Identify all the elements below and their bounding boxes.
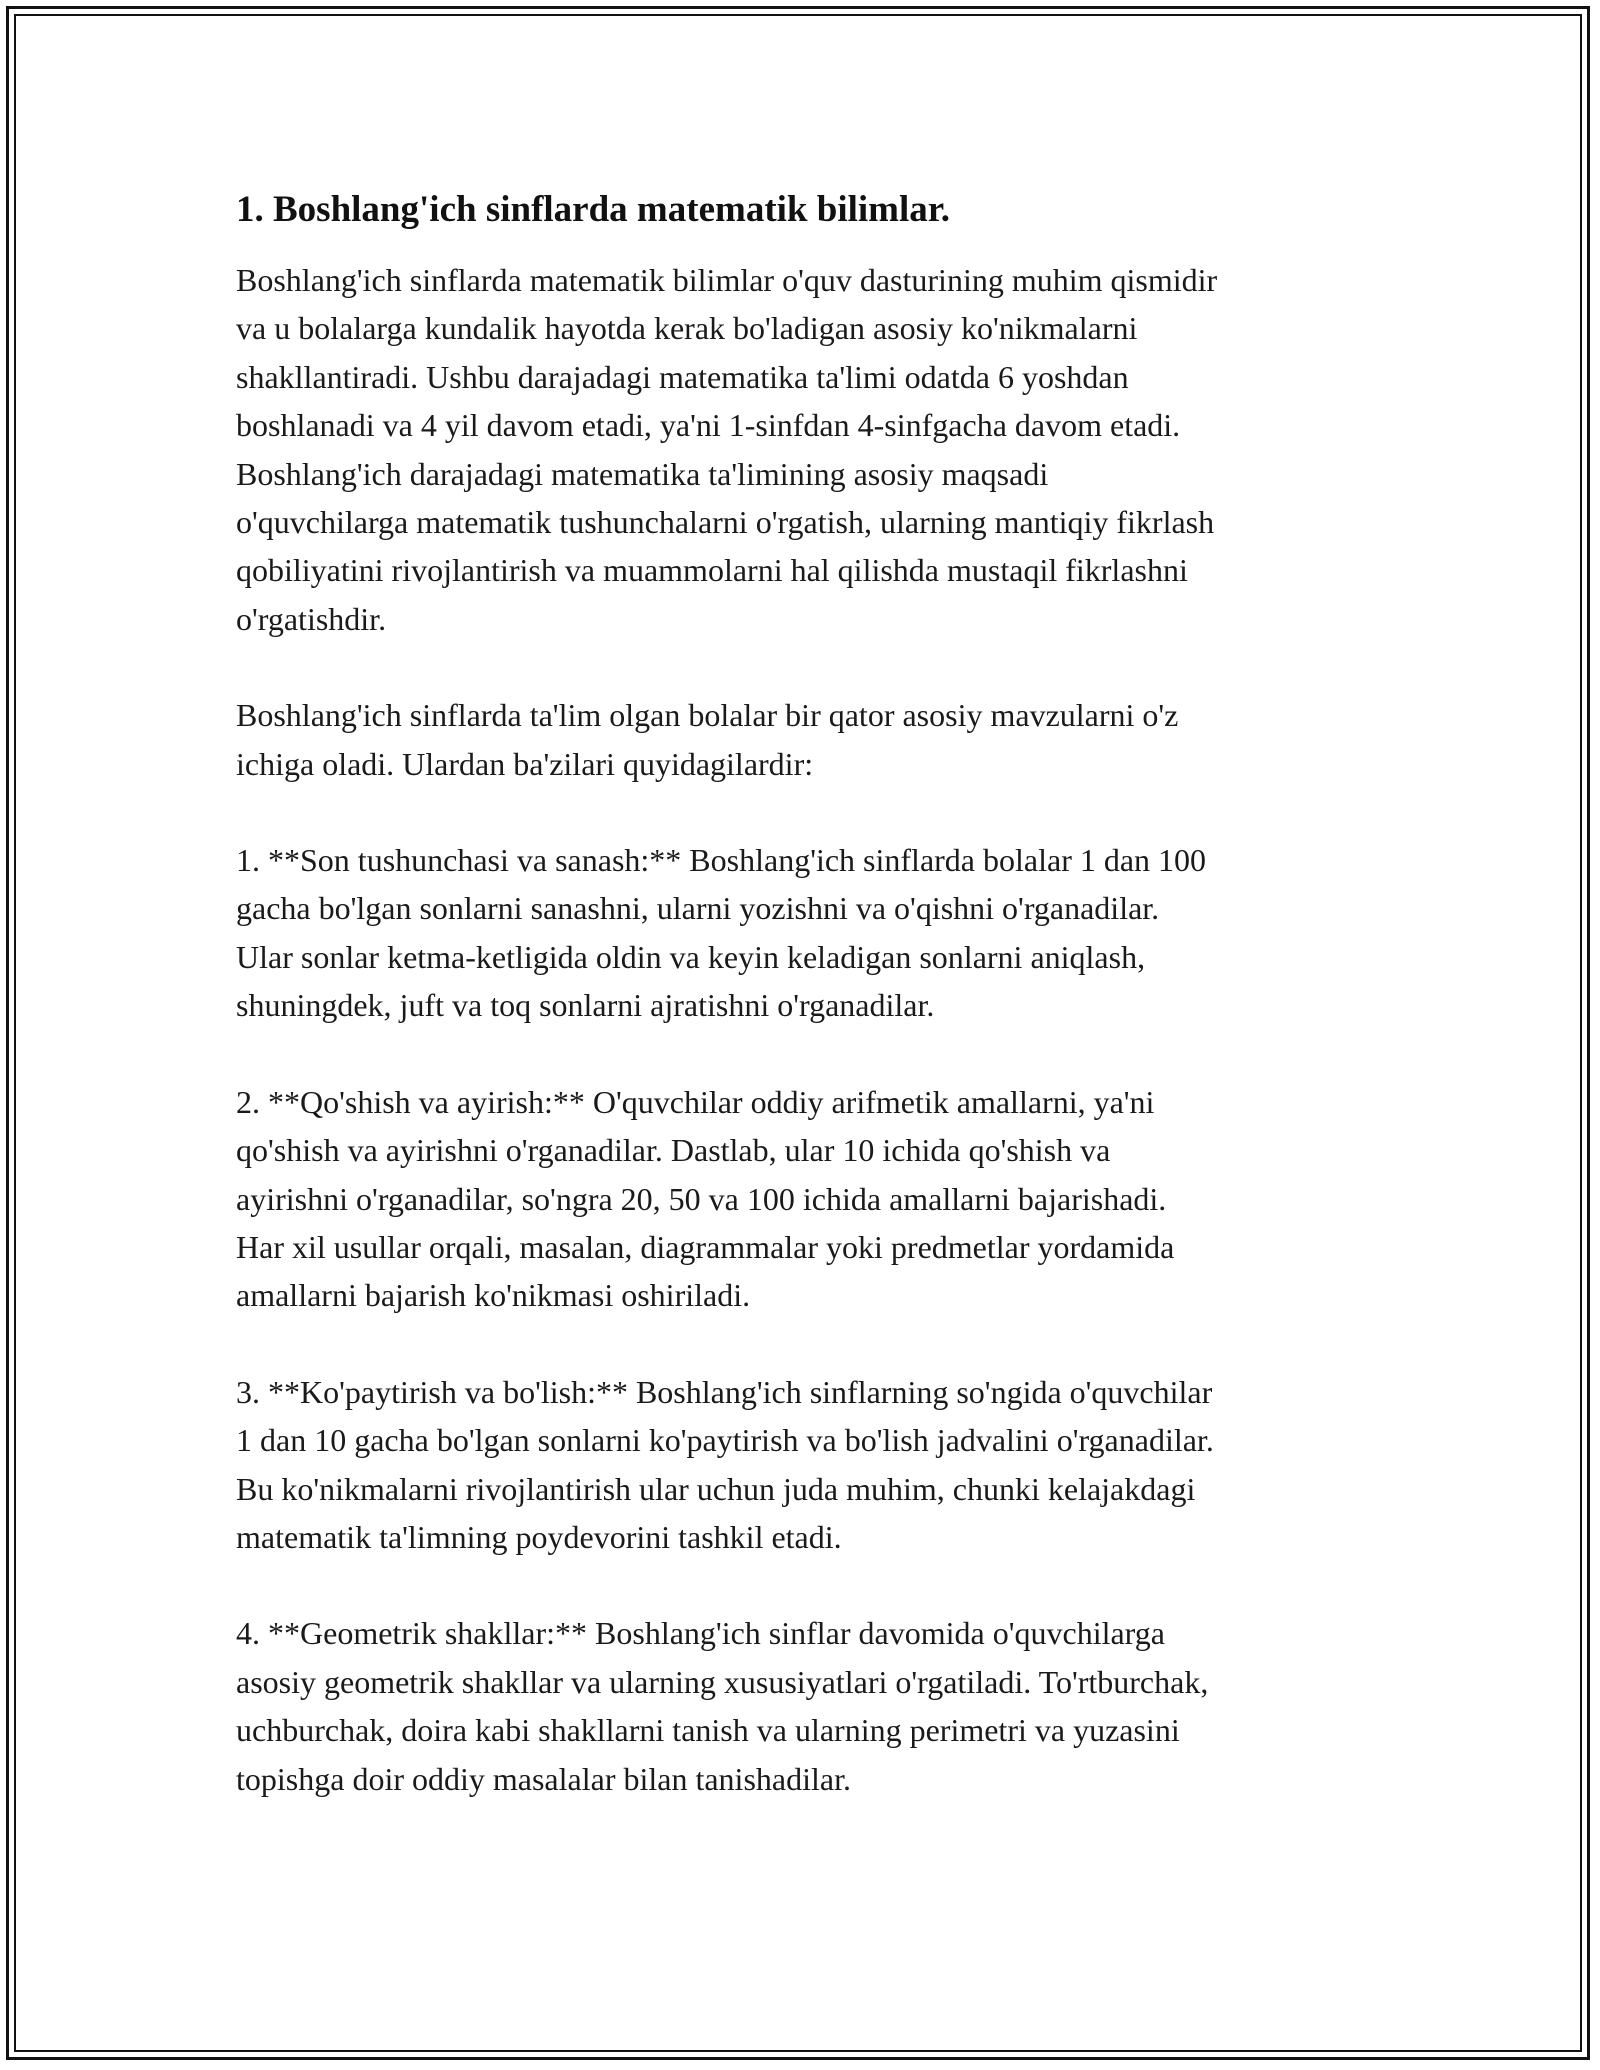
paragraph-item-4: 4. **Geometrik shakllar:** Boshlang'ich sinflar davomida o'quvchilarga asosiy geometrik shakllar va ularning xususiyatlari o'rgatiladi. To'rtburchak, uchburchak, doira kabi shakllarni tanish va ularning perimetri va yuzasini topishga doir oddiy masalalar bilan tanishadilar. — [236, 1615, 1209, 1797]
document-body — [236, 186, 1376, 1803]
paragraph-topics-intro: Boshlang'ich sinflarda ta'lim olgan bolalar bir qator asosiy mavzularni o'z ichiga oladi. Ulardan ba'zilari quyidagilardir: — [236, 697, 1179, 782]
paragraph-intro: Boshlang'ich sinflarda matematik bilimlar o'quv dasturining muhim qismidir va u bolalarga kundalik hayotda kerak bo'ladigan asosiy ko'nikmalarni shakllantiradi. Ushbu darajadagi matematika ta'limi odatda 6 yoshdan boshlanadi va 4 yil davom etadi, ya'ni 1-sinfdan 4-sinfgacha davom etadi. Boshlang'ich darajadagi matematika ta'limining asosiy maqsadi o'quvchilarga matematik tushunchalarni o'rgatish, ularning mantiqiy fikrlash qobiliyatini rivojlantirish va muammolarni hal qilishda mustaqil fikrlashni o'rgatishdir. — [236, 262, 1218, 637]
section-title: 1. Boshlang'ich sinflarda matematik bilimlar. — [236, 189, 951, 230]
paragraph-item-2: 2. **Qo'shish va ayirish:** O'quvchilar oddiy arifmetik amallarni, ya'ni qo'shish va ayirishni o'rganadilar. Dastlab, ular 10 ichida qo'shish va ayirishni o'rganadilar, so'ngra 20, 50 va 100 ichida amallarni bajarishadi. Har xil usullar orqali, masalan, diagrammalar yoki predmetlar yordamida amallarni bajarish ko'nikmasi oshiriladi. — [236, 1083, 1175, 1314]
paragraph-item-3: 3. **Ko'paytirish va bo'lish:** Boshlang'ich sinflarning so'ngida o'quvchilar 1 dan 10 gacha bo'lgan sonlarni ko'paytirish va bo'lish jadvalini o'rganadilar. Bu ko'nikmalarni rivojlantirish ular uchun juda muhim, chunki kelajakdagi matematik ta'limning poydevorini tashkil etadi. — [236, 1373, 1214, 1555]
paragraph-item-1: 1. **Son tushunchasi va sanash:** Boshlang'ich sinflarda bolalar 1 dan 100 gacha bo'lgan sonlarni sanashni, ularni yozishni va o'qishni o'rganadilar. Ular sonlar ketma-ketligida oldin va keyin keladigan sonlarni aniqlash, shuningdek, juft va toq sonlarni ajratishni o'rganadilar. — [236, 842, 1207, 1024]
